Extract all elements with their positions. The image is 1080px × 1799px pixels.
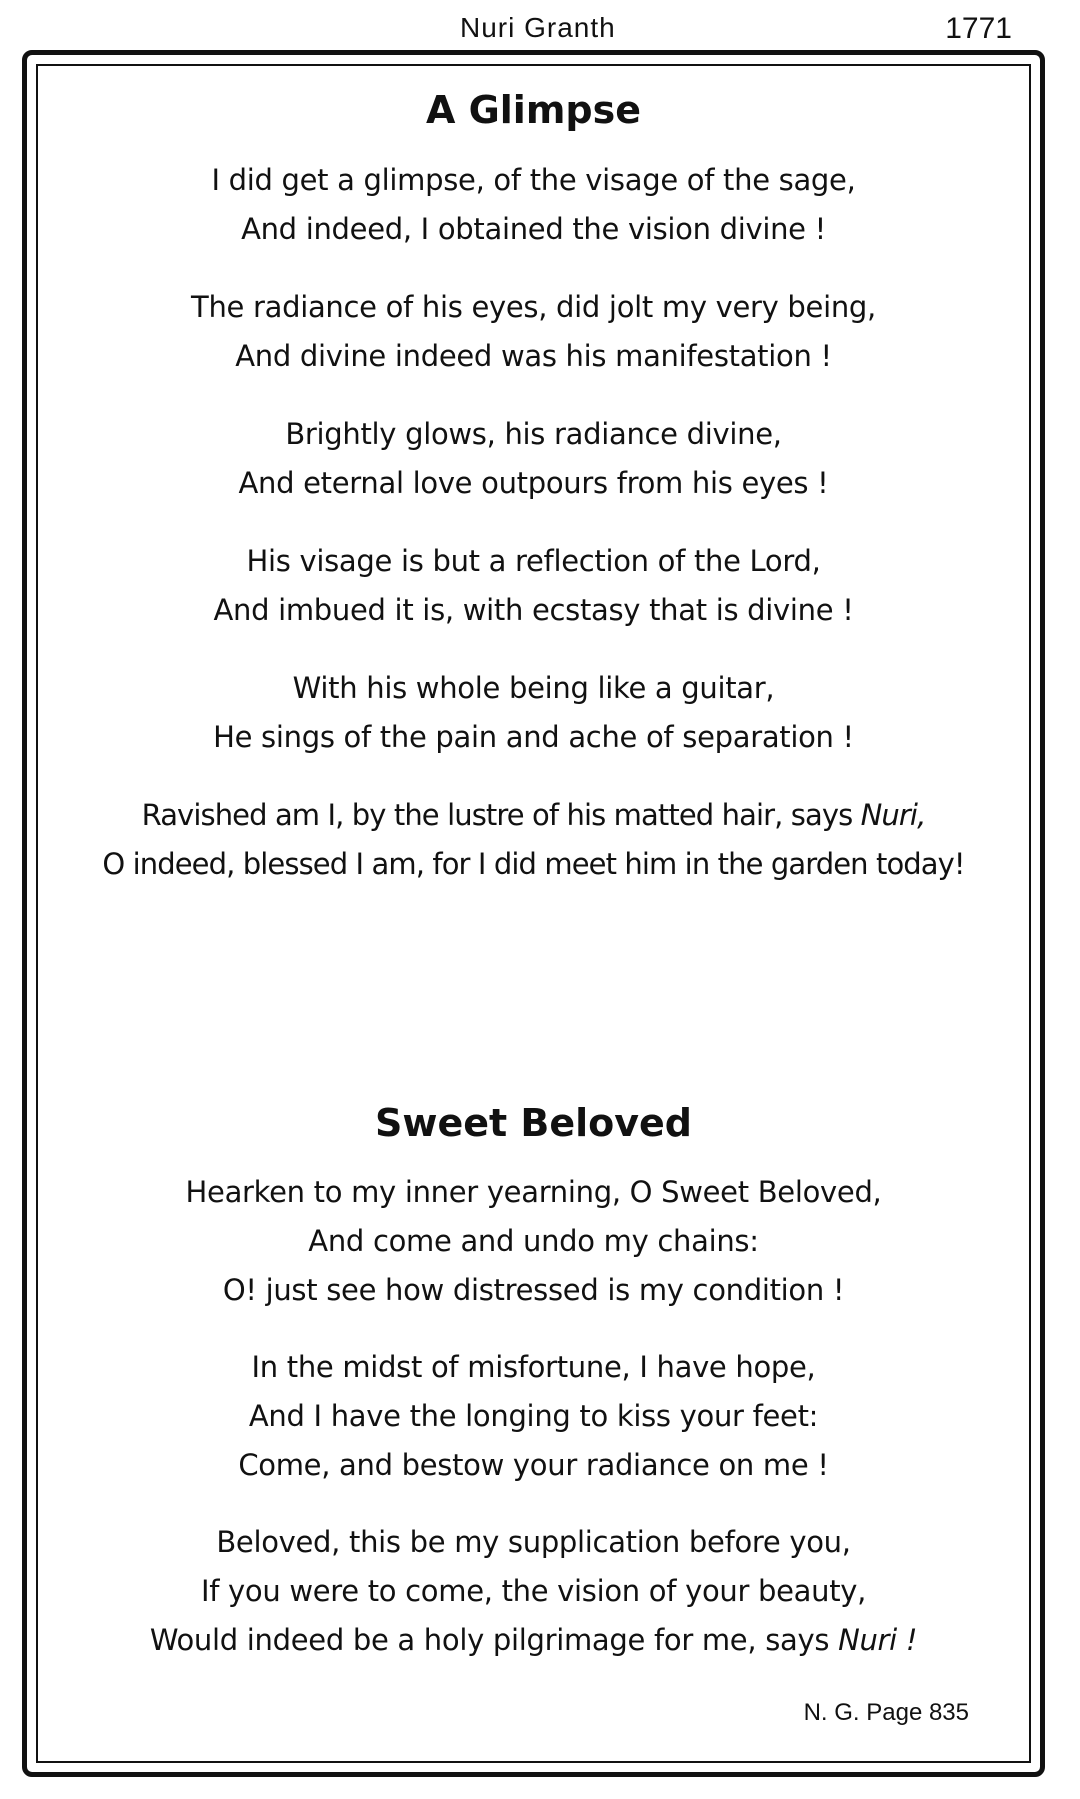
running-head bbox=[0, 8, 1080, 48]
stanza bbox=[38, 537, 1029, 635]
verse-line bbox=[38, 791, 1029, 840]
verse-line: I did get a glimpse, of the visage of the sage, bbox=[211, 163, 856, 197]
verse-line: And eternal love outpours from his eyes ! bbox=[238, 466, 829, 500]
verse-line: Beloved, this be my supplication before you, bbox=[216, 1525, 851, 1559]
stanza bbox=[38, 1343, 1029, 1490]
verse-line: He sings of the pain and ache of separation ! bbox=[213, 720, 854, 754]
verse-line: O indeed, blessed I am, for I did meet him in the garden today! bbox=[102, 847, 965, 881]
verse-text: Ravished am I, by the lustre of his matted hair, says bbox=[141, 798, 853, 832]
poet-signature: Nuri, bbox=[860, 798, 926, 832]
verse-line: With his whole being like a guitar, bbox=[292, 671, 775, 705]
stanza bbox=[38, 1518, 1029, 1665]
stanza bbox=[38, 664, 1029, 762]
verse-line: Hearken to my inner yearning, O Sweet Beloved, bbox=[185, 1175, 882, 1209]
verse-text: Would indeed be a holy pilgrimage for me, says bbox=[149, 1623, 830, 1657]
poem-title-a-glimpse: A Glimpse bbox=[425, 88, 642, 132]
verse-line: And come and undo my chains: bbox=[308, 1224, 759, 1258]
verse-line: O! just see how distressed is my condition ! bbox=[222, 1273, 845, 1307]
stanza bbox=[38, 1168, 1029, 1315]
page-number: 1771 bbox=[945, 12, 1012, 45]
verse-line bbox=[38, 1616, 1029, 1665]
stanza bbox=[38, 156, 1029, 254]
verse-line: And I have the longing to kiss your feet: bbox=[248, 1399, 819, 1433]
stanza bbox=[38, 283, 1029, 381]
verse-line: Brightly glows, his radiance divine, bbox=[285, 417, 782, 451]
verse-line: The radiance of his eyes, did jolt my very being, bbox=[191, 290, 876, 324]
verse-line: And indeed, I obtained the vision divine ! bbox=[241, 212, 826, 246]
verse-line: And imbued it is, with ecstasy that is divine ! bbox=[213, 593, 854, 627]
verse-line: Come, and bestow your radiance on me ! bbox=[238, 1448, 829, 1482]
stanza bbox=[38, 410, 1029, 508]
verse-line: His visage is but a reflection of the Lord, bbox=[246, 544, 821, 578]
verse-line: In the midst of misfortune, I have hope, bbox=[251, 1350, 816, 1384]
poem-title-sweet-beloved: Sweet Beloved bbox=[374, 1101, 693, 1145]
verse-line: And divine indeed was his manifestation ! bbox=[235, 339, 832, 373]
stanza bbox=[38, 791, 1029, 889]
verse-line: If you were to come, the vision of your beauty, bbox=[200, 1574, 867, 1608]
page-content bbox=[38, 66, 1029, 1761]
footer-page-reference: N. G. Page 835 bbox=[803, 1699, 969, 1726]
book-title: Nuri Granth bbox=[460, 12, 616, 43]
poet-signature: Nuri ! bbox=[838, 1623, 918, 1657]
